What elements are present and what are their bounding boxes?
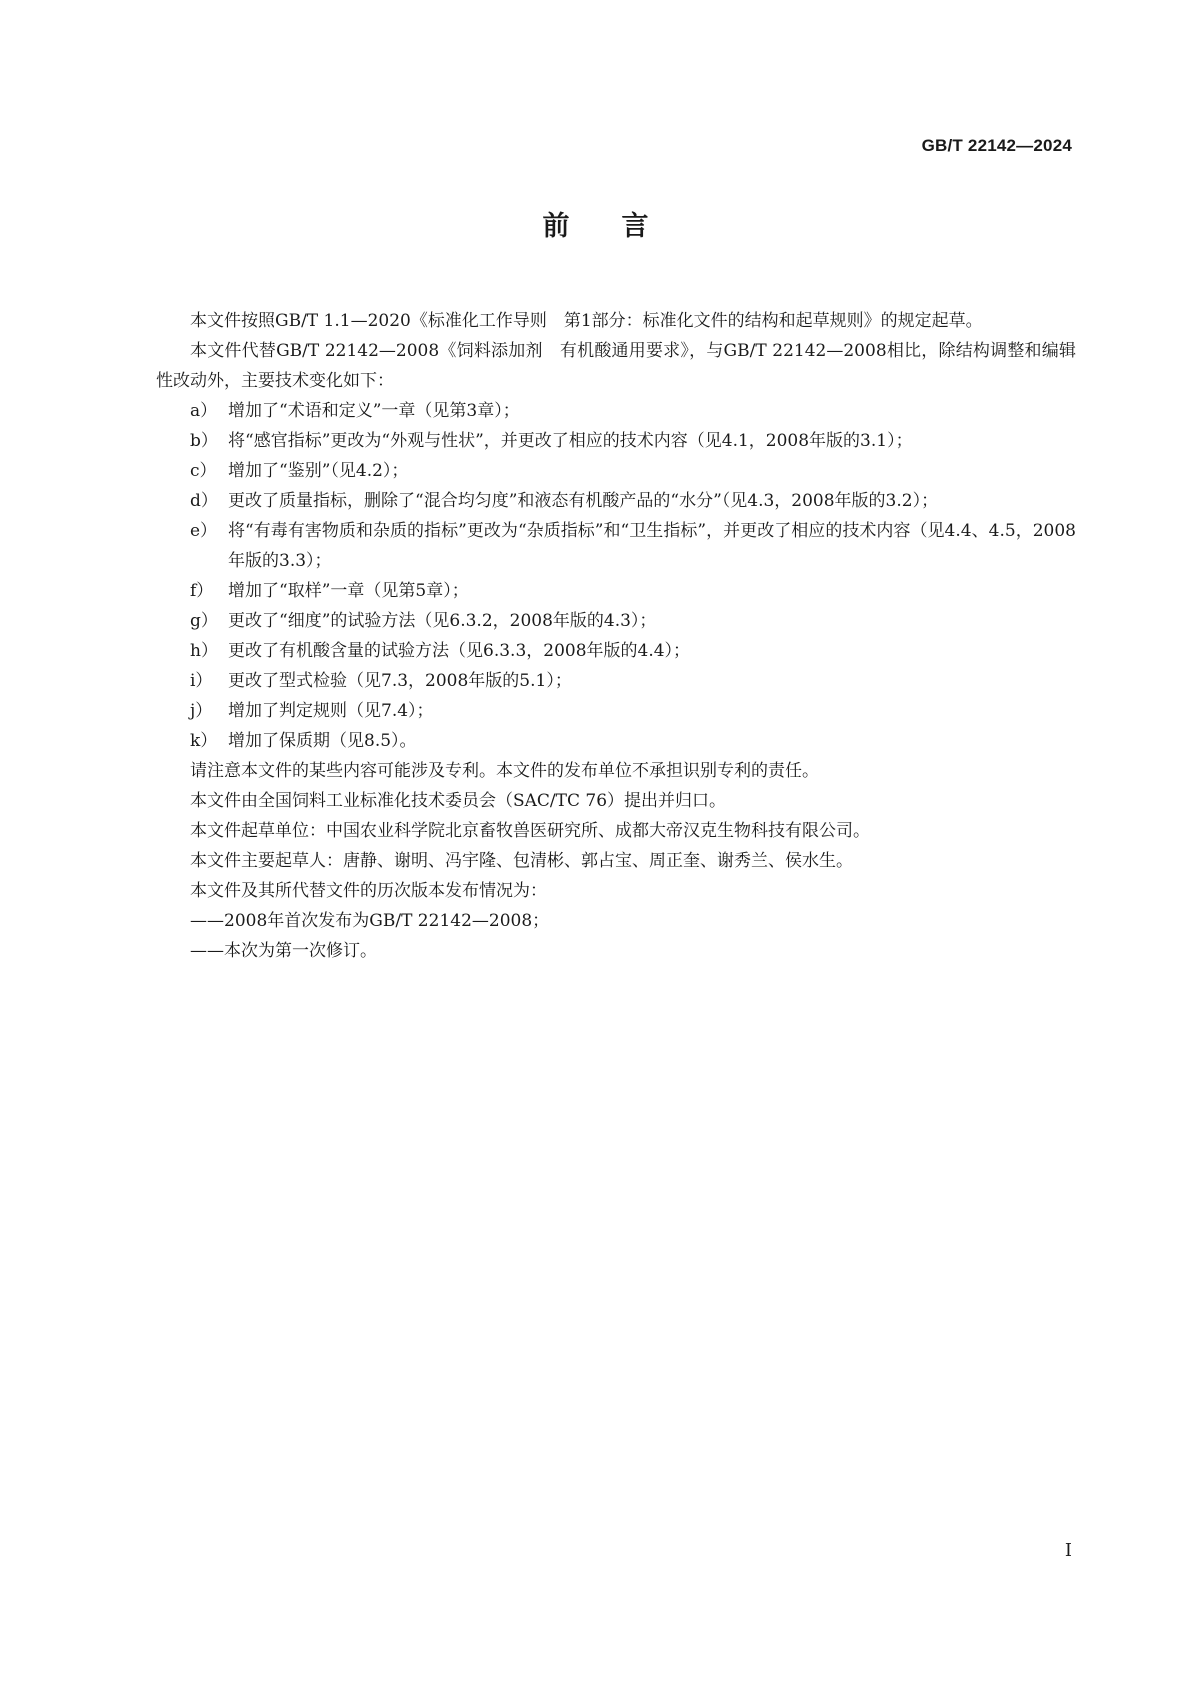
page-number: I — [1064, 1540, 1072, 1561]
intro-paragraph: 本文件代替GB/T 22142—2008《饲料添加剂 有机酸通用要求》，与GB/T 22142—2008相比，除结构调整和编辑性改动外，主要技术变化如下： — [156, 341, 1076, 391]
history-item: ——2008年首次发布为GB/T 22142—2008； — [190, 911, 550, 931]
list-item-marker: e） — [190, 521, 218, 541]
list-item-text: 增加了判定规则（见7.4）； — [228, 701, 434, 721]
list-item-marker: g） — [190, 611, 218, 631]
list-item — [156, 726, 1076, 756]
standard-code: GB/T 22142—2024 — [921, 136, 1072, 155]
intro-paragraph: 本文件按照GB/T 1.1—2020《标准化工作导则 第1部分：标准化文件的结构和起草规则》的规定起草。 — [190, 311, 983, 331]
list-item-marker: c） — [190, 461, 217, 481]
list-item-text: 增加了“鉴别”（见4.2）； — [228, 461, 409, 481]
committee-paragraph: 本文件由全国饲料工业标准化技术委员会（SAC/TC 76）提出并归口。 — [190, 791, 727, 811]
list-item — [156, 396, 1076, 426]
list-item — [156, 426, 1076, 456]
list-item-text: 将“感官指标”更改为“外观与性状”，并更改了相应的技术内容（见4.1，2008年版的3.1）； — [228, 431, 913, 451]
list-item-text: 增加了保质期（见8.5）。 — [228, 731, 417, 751]
list-item — [156, 576, 1076, 606]
history-intro-paragraph: 本文件及其所代替文件的历次版本发布情况为： — [190, 881, 547, 901]
list-item-marker: b） — [190, 431, 218, 451]
list-item-marker: j） — [190, 701, 213, 721]
list-item-text: 增加了“取样”一章（见第5章）； — [228, 581, 469, 601]
list-item-marker: h） — [190, 641, 218, 661]
list-item-marker: i） — [190, 671, 213, 691]
list-item-text: 更改了有机酸含量的试验方法（见6.3.3，2008年版的4.4）； — [228, 641, 691, 661]
history-item: ——本次为第一次修订。 — [190, 941, 377, 961]
list-item — [156, 606, 1076, 636]
drafting-units-paragraph: 本文件起草单位：中国农业科学院北京畜牧兽医研究所、成都大帝汉克生物科技有限公司。 — [190, 821, 870, 841]
patent-notice-paragraph: 请注意本文件的某些内容可能涉及专利。本文件的发布单位不承担识别专利的责任。 — [190, 761, 819, 781]
document-body — [156, 306, 1076, 966]
list-item-text: 增加了“术语和定义”一章（见第3章）； — [228, 401, 520, 421]
changes-list — [156, 396, 1076, 756]
page-title: 前言 — [542, 211, 701, 242]
list-item-marker: d） — [190, 491, 218, 511]
list-item-marker: f） — [190, 581, 214, 601]
list-item — [156, 666, 1076, 696]
list-item — [156, 516, 1076, 576]
list-item-text: 更改了型式检验（见7.3，2008年版的5.1）； — [228, 671, 572, 691]
list-item — [156, 456, 1076, 486]
list-item-text: 更改了质量指标，删除了“混合均匀度”和液态有机酸产品的“水分”（见4.3，2008年版的3.2）； — [228, 491, 939, 511]
drafters-paragraph: 本文件主要起草人：唐静、谢明、冯宇隆、包清彬、郭占宝、周正奎、谢秀兰、侯水生。 — [190, 851, 853, 871]
list-item-text: 更改了“细度”的试验方法（见6.3.2，2008年版的4.3）； — [228, 611, 657, 631]
list-item — [156, 486, 1076, 516]
list-item — [156, 636, 1076, 666]
list-item-text: 将“有毒有害物质和杂质的指标”更改为“杂质指标”和“卫生指标”，并更改了相应的技术内容（见4.4、4.5，2008年版的3.3）； — [228, 521, 1076, 571]
list-item-marker: a） — [190, 401, 218, 421]
list-item-marker: k） — [190, 731, 218, 751]
list-item — [156, 696, 1076, 726]
